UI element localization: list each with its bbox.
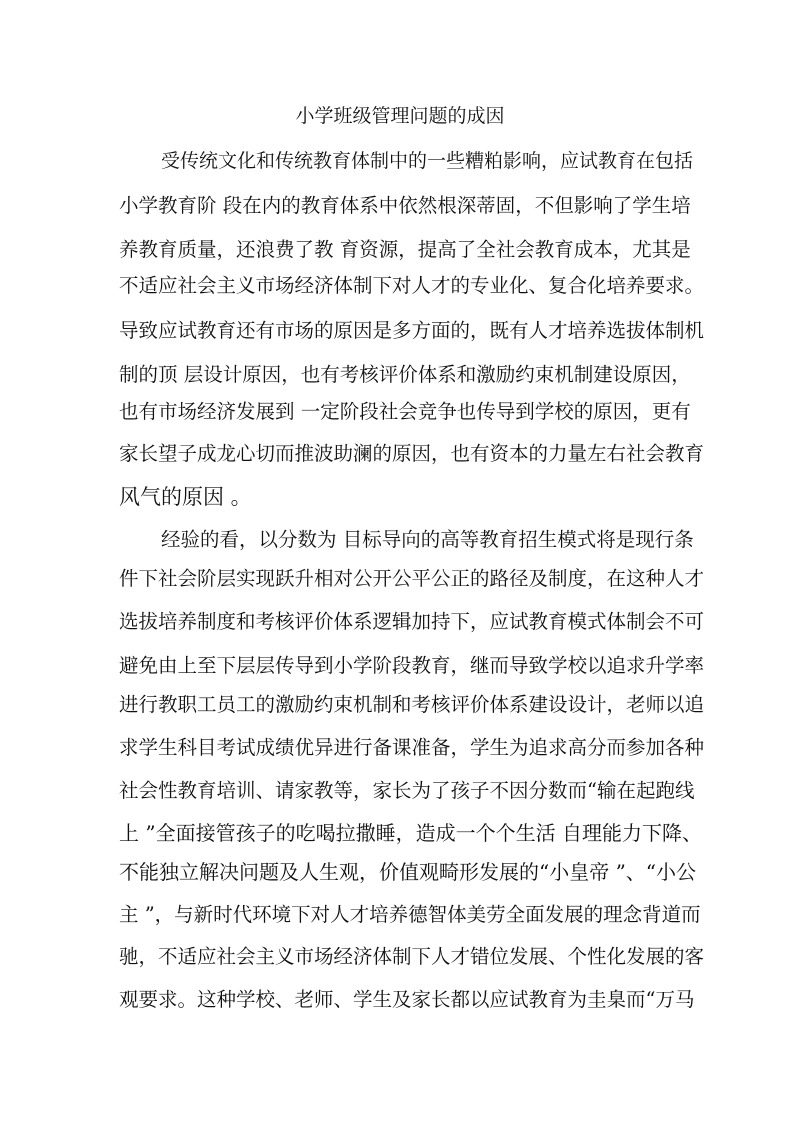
paragraph-2-line-3: 选拔培养制度和考核评价体系逻辑加持下，应试教育模式体制会不可 xyxy=(119,610,705,633)
paragraph-2-line-1: 经验的看，以分数为 目标导向的高等教育招生模式将是现行条 xyxy=(161,528,694,551)
paragraph-1-line-7: 也有市场经济发展到 一定阶段社会竞争也传导到学校的原因，更有 xyxy=(119,400,691,423)
paragraph-1-line-6: 制的顶 层设计原因，也有考核评价体系和激励约束机制建设原因， xyxy=(119,363,691,386)
paragraph-2-line-6: 求学生科目考试成绩优异进行备课准备，学生为追求高分而参加各种 xyxy=(119,736,705,759)
paragraph-2-line-9: 不能独立解决问题及人生观，价值观畸形发展的“小皇帝 ”、“小公 xyxy=(119,860,697,884)
paragraph-1-line-8: 家长望子成龙心切而推波助澜的原因，也有资本的力量左右社会教育 xyxy=(119,442,705,465)
paragraph-1-line-5: 导致应试教育还有市场的原因是多方面的，既有人才培养选拔体制机 xyxy=(119,319,705,342)
paragraph-1-line-1: 受传统文化和传统教育体制中的一些糟粕影响，应试教育在包括 xyxy=(161,150,694,172)
paragraph-2-line-11: 驰，不适应社会主义市场经济体制下人才错位发展、个性化发展的客 xyxy=(119,945,705,968)
paragraph-2-line-7: 社会性教育培训、请家教等，家长为了孩子不因分数而“输在起跑线 xyxy=(119,779,695,802)
paragraph-2-line-8: 上 ”全面接管孩子的吃喝拉撒睡，造成一个个生活 自理能力下降、 xyxy=(119,821,702,845)
paragraph-1-line-9: 风气的原因 。 xyxy=(119,485,252,509)
paragraph-2-line-5: 进行教职工员工的激励约束机制和考核评价体系建设设计，老师以追 xyxy=(119,693,705,716)
document-title: 小学班级管理问题的成因 xyxy=(295,105,505,127)
paragraph-1-line-4: 不适应社会主义市场经济体制下对人才的专业化、复合化培养要求。 xyxy=(119,274,705,297)
paragraph-1-line-3: 养教育质量，还浪费了教 育资源，提高了全社会教育成本，尤其是 xyxy=(119,238,691,261)
paragraph-2-line-4: 避免由上至下层层传导到小学阶段教育，继而导致学校以追求升学率 xyxy=(119,654,705,677)
paragraph-2-line-2: 件下社会阶层实现跃升相对公开公平公正的路径及制度，在这种人才 xyxy=(119,567,705,590)
paragraph-2-line-12: 观要求。这种学校、老师、学生及家长都以应试教育为圭臬而“万马 xyxy=(119,988,695,1011)
paragraph-1-line-2: 小学教育阶 段在内的教育体系中依然根深蒂固，不但影响了学生培 xyxy=(119,194,691,217)
paragraph-2-line-10: 主 ”，与新时代环境下对人才培养德智体美劳全面发展的理念背道而 xyxy=(119,903,701,926)
